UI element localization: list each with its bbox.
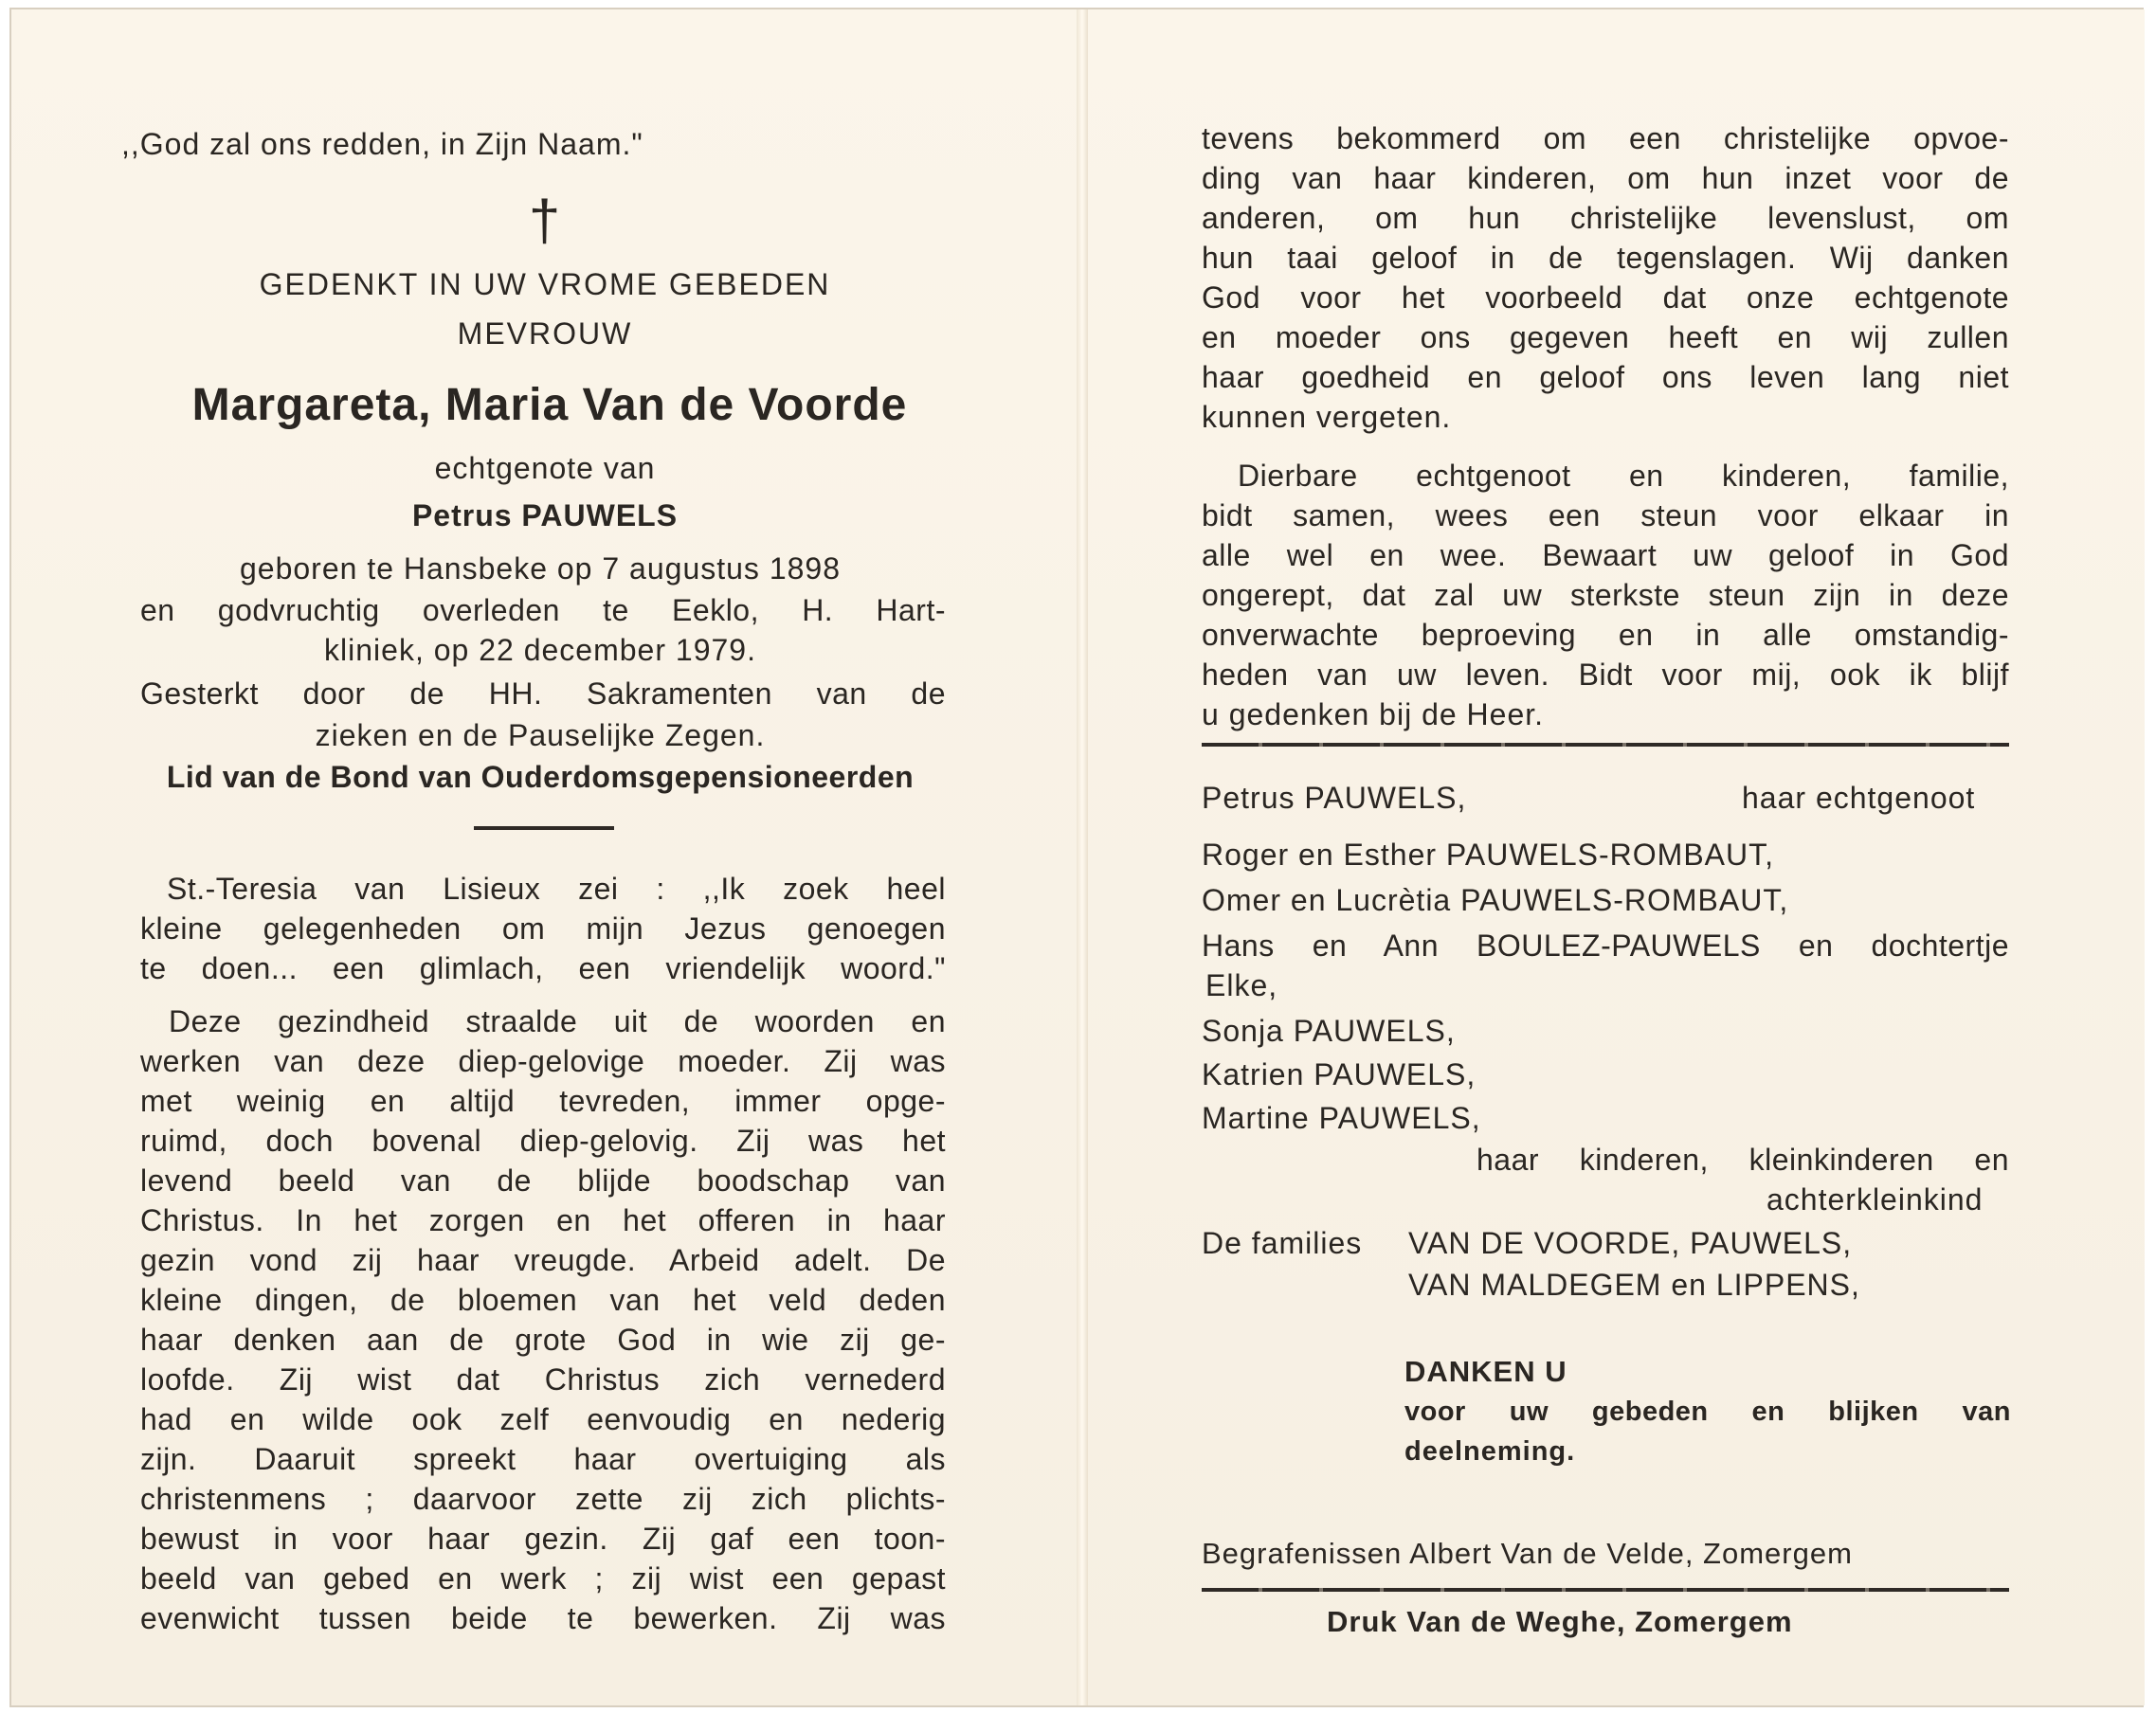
husband-role: haar echtgenoot xyxy=(1742,781,1976,815)
body-line: kleine dingen, de bloemen van het veld deden xyxy=(140,1283,946,1317)
birth-line: en godvruchtig overleden te Eeklo, H. Hart- xyxy=(140,593,946,627)
body-line: loofde. Zij wist dat Christus zich vernederd xyxy=(140,1362,946,1397)
continued-line: ding van haar kinderen, om hun inzet voor de xyxy=(1202,161,2009,195)
birth-line: kliniek, op 22 december 1979. xyxy=(324,633,756,667)
family-line: Martine PAUWELS, xyxy=(1202,1101,1481,1135)
farewell-line: bidt samen, wees een steun voor elkaar in xyxy=(1202,498,2009,532)
continued-line: haar goedheid en geloof ons leven lang niet xyxy=(1202,360,2009,394)
family-line: Hans en Ann BOULEZ-PAUWELS en dochtertje xyxy=(1202,929,2009,963)
body-line: gezin vond zij haar vreugde. Arbeid adelt. De xyxy=(140,1243,946,1277)
cross-icon: † xyxy=(528,189,562,252)
sacrament-line: Gesterkt door de HH. Sakramenten van de xyxy=(140,676,946,711)
farewell-line: Dierbare echtgenoot en kinderen, familie, xyxy=(1238,459,2009,493)
quote-line: te doen... een glimlach, een vriendelijk woord." xyxy=(140,951,946,985)
body-line: beeld van gebed en werk ; zij wist een gepast xyxy=(140,1561,946,1596)
funeral-home: Begrafenissen Albert Van de Velde, Zomergem xyxy=(1202,1537,1853,1570)
thanks-line: voor uw gebeden en blijken van xyxy=(1404,1397,2011,1427)
husband-name: Petrus PAUWELS, xyxy=(1202,781,1467,815)
children-role-line: achterkleinkind xyxy=(1766,1182,1984,1217)
farewell-line: alle wel en wee. Bewaart uw geloof in God xyxy=(1202,538,2009,572)
body-line: bewust in voor haar gezin. Zij gaf een toon- xyxy=(140,1522,946,1556)
body-line: met weinig en altijd tevreden, immer opge- xyxy=(140,1084,946,1118)
families-line: VAN MALDEGEM en LIPPENS, xyxy=(1408,1268,1860,1302)
member-line: Lid van de Bond van Ouderdomsgepensioneerden xyxy=(166,760,915,794)
children-role-line: haar kinderen, kleinkinderen en xyxy=(1477,1143,2009,1177)
spouse-name: Petrus PAUWELS xyxy=(411,498,679,532)
continued-line: kunnen vergeten. xyxy=(1202,400,1452,434)
body-line: Deze gezindheid straalde uit de woorden en xyxy=(169,1004,946,1038)
farewell-line: u gedenken bij de Heer. xyxy=(1202,697,1545,731)
families-line: VAN DE VOORDE, PAUWELS, xyxy=(1408,1226,1853,1260)
quote-line: kleine gelegenheden om mijn Jezus genoegen xyxy=(140,911,946,946)
family-line: Elke, xyxy=(1205,968,1278,1002)
body-line: ruimd, doch bovenal diep-gelovig. Zij was het xyxy=(140,1124,946,1158)
family-line: Sonja PAUWELS, xyxy=(1202,1014,1456,1048)
body-line: evenwicht tussen beide te bewerken. Zij was xyxy=(140,1601,946,1635)
farewell-line: onverwachte beproeving en in alle omstandig- xyxy=(1202,618,2009,652)
families-prefix: De families xyxy=(1202,1226,1363,1260)
deceased-name: Margareta, Maria Van de Voorde xyxy=(191,380,908,430)
thanks-line: deelneming. xyxy=(1404,1436,1576,1467)
heading-remember: GEDENKT IN UW VROME GEBEDEN xyxy=(259,267,831,301)
sacrament-line: zieken en de Pauselijke Zegen. xyxy=(315,718,766,752)
divider xyxy=(474,826,614,830)
quote-line: St.-Teresia van Lisieux zei : ,,Ik zoek heel xyxy=(167,872,946,906)
continued-line: tevens bekommerd om een christelijke opvoe- xyxy=(1202,121,2009,155)
body-line: zijn. Daaruit spreekt haar overtuiging als xyxy=(140,1442,946,1476)
motto: ,,God zal ons redden, in Zijn Naam." xyxy=(121,127,643,161)
divider xyxy=(1202,1588,2009,1592)
continued-line: God voor het voorbeeld dat onze echtgenote xyxy=(1202,280,2009,315)
divider xyxy=(1202,743,2009,747)
printer: Druk Van de Weghe, Zomergem xyxy=(1327,1605,1793,1638)
thanks-heading: DANKEN U xyxy=(1404,1355,1567,1388)
body-line: haar denken aan de grote God in wie zij ge- xyxy=(140,1323,946,1357)
spouse-label: echtgenote van xyxy=(434,451,656,485)
body-line: christenmens ; daarvoor zette zij zich plichts- xyxy=(140,1482,946,1516)
continued-line: anderen, om hun christelijke levenslust, om xyxy=(1202,201,2009,235)
continued-line: hun taai geloof in de tegenslagen. Wij danken xyxy=(1202,241,2009,275)
family-line: Katrien PAUWELS, xyxy=(1202,1057,1477,1091)
card-fold xyxy=(1077,9,1088,1705)
farewell-line: heden van uw leven. Bidt voor mij, ook ik blijf xyxy=(1202,658,2009,692)
family-line: Omer en Lucrètia PAUWELS-ROMBAUT, xyxy=(1202,883,1789,917)
body-line: werken van deze diep-gelovige moeder. Zij was xyxy=(140,1044,946,1078)
continued-line: en moeder ons gegeven heeft en wij zullen xyxy=(1202,320,2009,354)
farewell-line: ongerept, dat zal uw sterkste steun zijn in deze xyxy=(1202,578,2009,612)
body-line: Christus. In het zorgen en het offeren in haar xyxy=(140,1203,946,1237)
heading-mevrouw: MEVROUW xyxy=(457,316,633,351)
body-line: had en wilde ook zelf eenvoudig en nederig xyxy=(140,1402,946,1436)
birth-line: geboren te Hansbeke op 7 augustus 1898 xyxy=(239,551,841,586)
body-line: levend beeld van de blijde boodschap van xyxy=(140,1163,946,1198)
family-line: Roger en Esther PAUWELS-ROMBAUT, xyxy=(1202,838,1775,872)
